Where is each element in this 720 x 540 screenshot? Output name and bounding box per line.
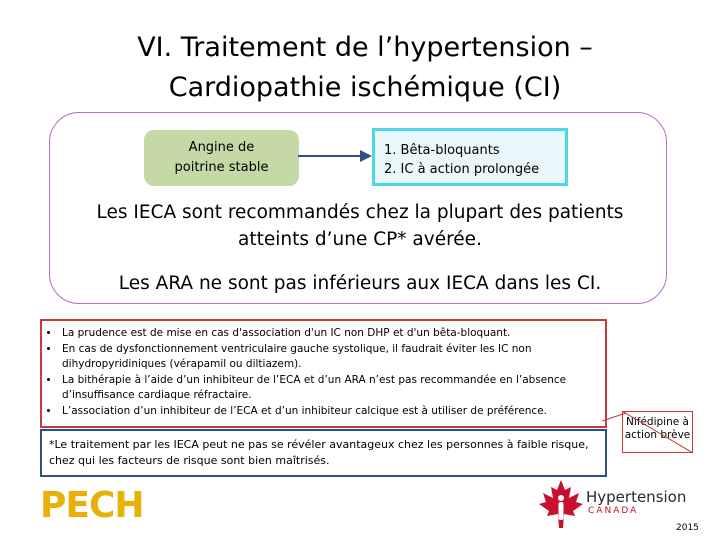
slide-title bbox=[60, 28, 670, 108]
list-item: • La bithérapie à l’aide d’un inhibiteur de l’ECA et d’un ARA n’est pas recommandée en l’absence d’insuffisance cardiaque réfractaire. bbox=[60, 373, 599, 404]
ieca-line-2: atteints d’une CP* avérée. bbox=[238, 229, 482, 250]
condition-line-2: poitrine stable bbox=[174, 160, 269, 175]
callout-line-1: Nifédipine à bbox=[626, 416, 689, 428]
maple-leaf-icon bbox=[537, 478, 585, 530]
arrow-connector-icon bbox=[298, 146, 374, 166]
list-item: • En cas de dysfonctionnement ventriculaire gauche systolique, il faudrait éviter les IC non dihydropyridiniques (vérapamil ou diltiazem). bbox=[60, 342, 599, 373]
org-name: Hypertension bbox=[586, 488, 687, 506]
org-country: CANADA bbox=[588, 506, 639, 516]
treatment-item-2: 2. IC à action prolongée bbox=[384, 162, 540, 177]
footnote-box: *Le traitement par les IECA peut ne pas se révéler avantageux chez les personnes à faible risque, chez qui les facteurs de risque sont bien maîtrisés. bbox=[40, 429, 607, 477]
callout-line-2: action brève bbox=[624, 429, 691, 441]
treatment-item-1: 1. Bêta-bloquants bbox=[384, 143, 500, 158]
ieca-line-1: Les IECA sont recommandés chez la plupart des patients bbox=[96, 202, 624, 223]
precautions-box bbox=[40, 319, 607, 428]
treatment-box bbox=[372, 128, 568, 186]
slide-year: 2015 bbox=[676, 523, 699, 533]
list-item: • La prudence est de mise en cas d'association d'un IC non DHP et d'un bêta-bloquant. bbox=[60, 326, 599, 342]
title-line-2: Cardiopathie ischémique (CI) bbox=[168, 72, 562, 103]
list-item: • L’association d’un inhibiteur de l’ECA et d’un inhibiteur calcique est à utiliser de préférence. bbox=[60, 404, 599, 420]
ara-statement: Les ARA ne sont pas inférieurs aux IECA dans les CI. bbox=[118, 273, 602, 294]
precautions-list bbox=[48, 326, 599, 419]
condition-box bbox=[144, 130, 299, 186]
title-line-1: VI. Traitement de l’hypertension – bbox=[137, 32, 593, 63]
condition-line-1: Angine de bbox=[188, 140, 255, 155]
ieca-statement bbox=[60, 199, 660, 253]
nifedipine-callout bbox=[622, 411, 693, 453]
strike-through-line bbox=[622, 411, 693, 453]
pech-logo: PECH bbox=[40, 485, 144, 526]
